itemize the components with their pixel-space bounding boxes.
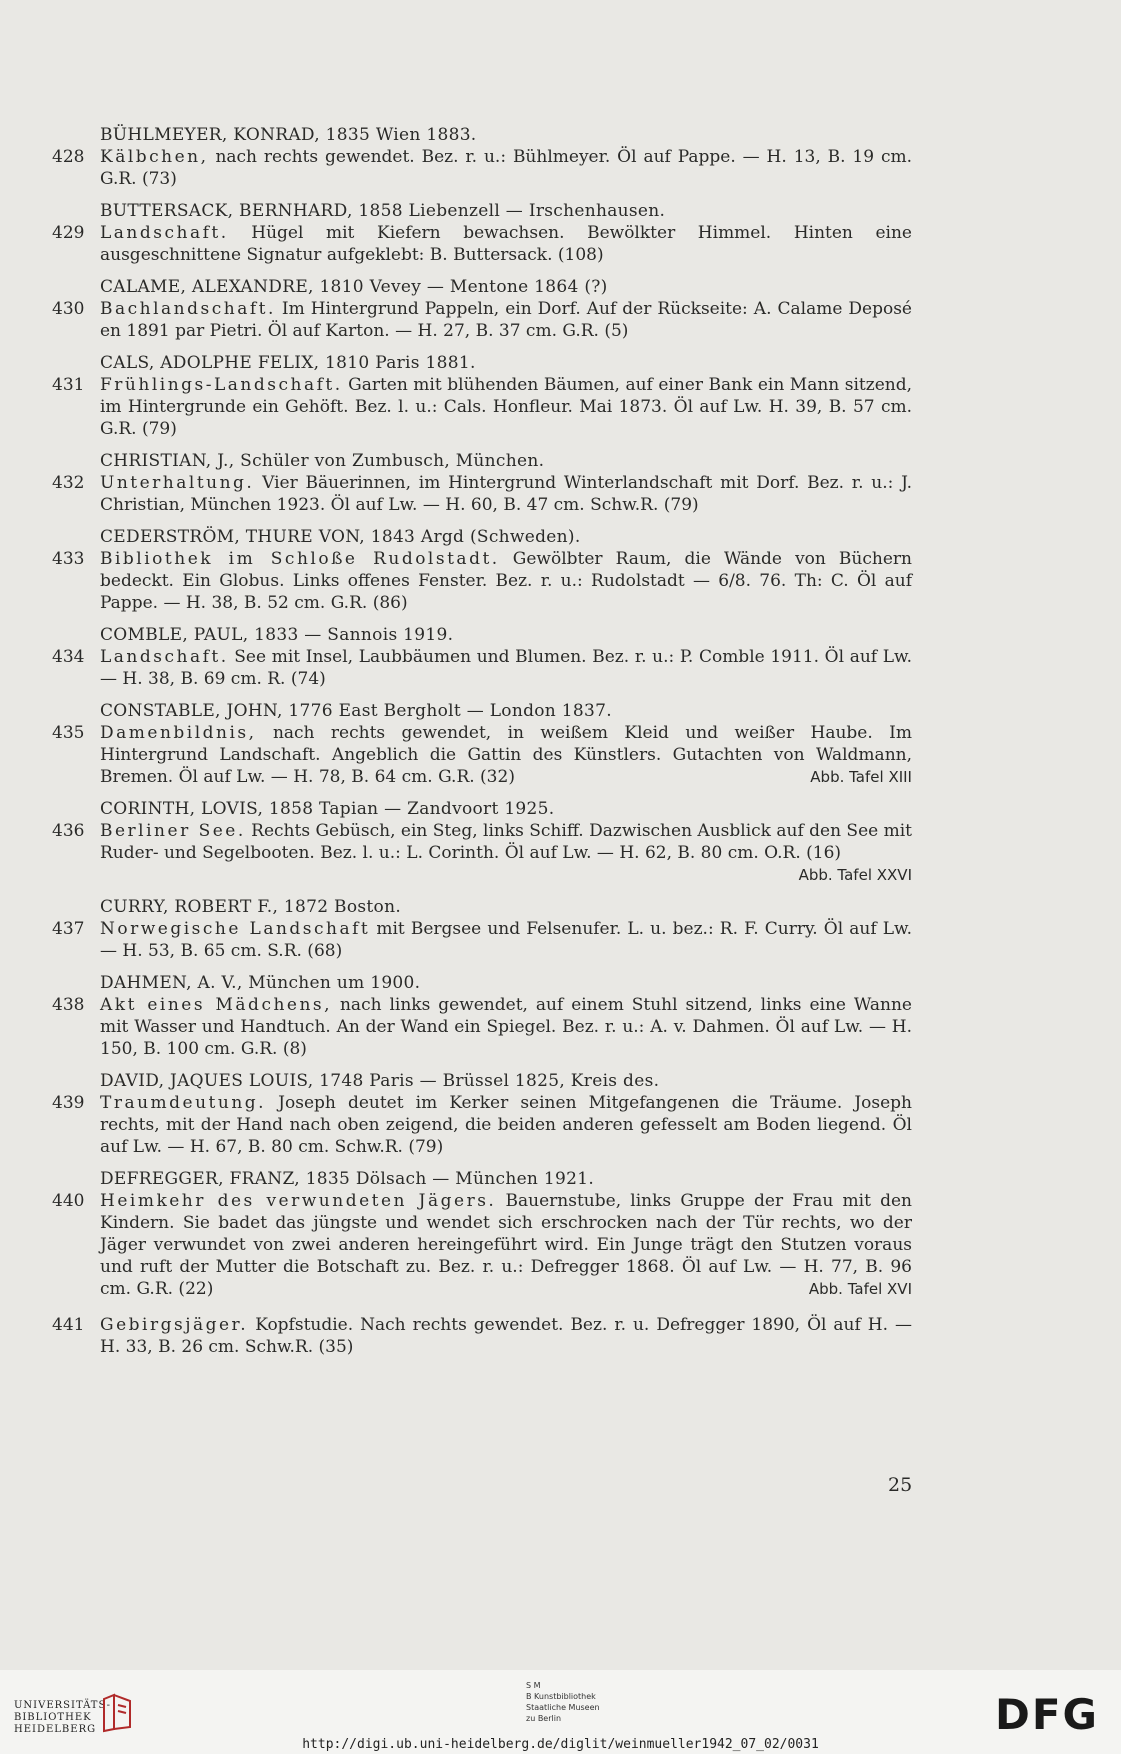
smb-line-2: B Kunstbibliothek bbox=[526, 1692, 596, 1701]
lot-description bbox=[100, 548, 912, 614]
dfg-logo: DFG bbox=[995, 1690, 1100, 1739]
catalog-entry bbox=[52, 124, 912, 190]
lot-title: Berliner See. bbox=[100, 821, 246, 841]
lot-title: Traumdeutung. bbox=[100, 1093, 267, 1113]
catalog-entry bbox=[52, 700, 912, 788]
lot-text: nach links gewendet, auf einem Stuhl sitzend, links eine Wanne mit Wasser und Handtuch. An der Wand ein Spiegel. Bez. r. u.: A. v. Dahmen. Öl auf Lw. — H. 150, B. 100 cm. G.R. (8) bbox=[100, 995, 912, 1059]
artist-heading: BÜHLMEYER, KONRAD, 1835 Wien 1883. bbox=[100, 125, 477, 145]
lot-number: 430 bbox=[52, 299, 85, 319]
lot-text: Vier Bäuerinnen, im Hintergrund Winterlandschaft mit Dorf. Bez. r. u.: J. Christian, München 1923. Öl auf Lw. — H. 60, B. 47 cm. Schw.R. (79) bbox=[100, 473, 912, 515]
artist-heading: DEFREGGER, FRANZ, 1835 Dölsach — München 1921. bbox=[100, 1169, 595, 1189]
catalog-entry bbox=[52, 276, 912, 342]
lot-text: Gewölbter Raum, die Wände von Büchern bedeckt. Ein Globus. Links offenes Fenster. Bez. r. u.: Rudolstadt — 6/8. 76. Th: C. Öl auf Pappe. — H. 38, B. 52 cm. G.R. (86) bbox=[100, 549, 912, 613]
catalog-entry bbox=[52, 798, 912, 886]
lot-number: 433 bbox=[52, 549, 85, 569]
lot-text: See mit Insel, Laubbäumen und Blumen. Bez. r. u.: P. Comble 1911. Öl auf Lw. — H. 38, B. 69 cm. R. (74) bbox=[100, 647, 912, 689]
lot-number: 439 bbox=[52, 1093, 85, 1113]
smb-line-1: S M bbox=[526, 1681, 541, 1690]
lot-row bbox=[52, 146, 912, 190]
lot-description bbox=[100, 918, 912, 962]
lot-text: nach rechts gewendet, in weißem Kleid und weißer Haube. Im Hintergrund Landschaft. Angeblich die Gattin des Künstlers. Gutachten von Waldmann, Bremen. Öl auf Lw. — H. 78, B. 64 cm. G.R. (32) bbox=[100, 723, 912, 787]
lot-row bbox=[52, 820, 912, 886]
lot-title: Frühlings-Landschaft. bbox=[100, 375, 343, 395]
lot-text: Bauernstube, links Gruppe der Frau mit den Kindern. Sie badet das jüngste und wendet sich erschrocken nach der Tür rechts, wo der Jäger verwundet von zwei anderen hereingeführt wird. Ein Junge trägt den Stutzen voraus und ruft der Mutter die Botschaft zu. Bez. r. u.: Defregger 1868. Öl auf Lw. — H. 77, B. 96 cm. G.R. (22) bbox=[100, 1191, 912, 1299]
catalog-entry bbox=[52, 450, 912, 516]
lot-description bbox=[100, 1092, 912, 1158]
catalog-entry bbox=[52, 972, 912, 1060]
lot-number: 434 bbox=[52, 647, 85, 667]
lot-description bbox=[100, 646, 912, 690]
plate-reference: Abb. Tafel XXVI bbox=[798, 866, 912, 884]
catalog-entry bbox=[52, 526, 912, 614]
lot-number: 440 bbox=[52, 1191, 85, 1211]
lot-number: 432 bbox=[52, 473, 85, 493]
lot-description bbox=[100, 994, 912, 1060]
lot-row bbox=[52, 1190, 912, 1300]
lot-number: 435 bbox=[52, 723, 85, 743]
artist-heading: CALS, ADOLPHE FELIX, 1810 Paris 1881. bbox=[100, 353, 476, 373]
lot-title: Landschaft. bbox=[100, 223, 229, 243]
lot-row bbox=[52, 1314, 912, 1358]
lot-title: Bachlandschaft. bbox=[100, 299, 276, 319]
lot-title: Kälbchen, bbox=[100, 147, 209, 167]
lot-title: Heimkehr des verwundeten Jägers. bbox=[100, 1191, 497, 1211]
catalog-entry bbox=[52, 896, 912, 962]
artist-heading: CORINTH, LOVIS, 1858 Tapian — Zandvoort 1925. bbox=[100, 799, 555, 819]
lot-description bbox=[100, 374, 912, 440]
lot-text: nach rechts gewendet. Bez. r. u.: Bühlmeyer. Öl auf Pappe. — H. 13, B. 19 cm. G.R. (73) bbox=[100, 147, 912, 189]
lot-title: Norwegische Landschaft bbox=[100, 919, 371, 939]
lot-number: 429 bbox=[52, 223, 85, 243]
catalog-entry bbox=[52, 624, 912, 690]
lot-number: 438 bbox=[52, 995, 85, 1015]
lot-row bbox=[52, 222, 912, 266]
catalog-entries bbox=[52, 124, 912, 1368]
lot-text: mit Bergsee und Felsenufer. L. u. bez.: R. F. Curry. Öl auf Lw. — H. 53, B. 65 cm. S.R. (68) bbox=[100, 919, 912, 961]
university-line-2: BIBLIOTHEK bbox=[14, 1712, 92, 1723]
plate-reference: Abb. Tafel XIII bbox=[810, 768, 912, 786]
university-line-1: UNIVERSITÄTS- bbox=[14, 1700, 112, 1711]
lot-row bbox=[52, 298, 912, 342]
plate-reference: Abb. Tafel XVI bbox=[808, 1280, 912, 1298]
lot-row bbox=[52, 918, 912, 962]
lot-text: Rechts Gebüsch, ein Steg, links Schiff. Dazwischen Ausblick auf den See mit Ruder- und Segelbooten. Bez. l. u.: L. Corinth. Öl auf Lw. — H. 62, B. 80 cm. O.R. (16) bbox=[100, 821, 912, 863]
lot-text: Hügel mit Kiefern bewachsen. Bewölkter Himmel. Hinten eine ausgeschnittene Signatur aufgeklebt: B. Buttersack. (108) bbox=[100, 223, 912, 265]
lot-title: Damenbildnis, bbox=[100, 723, 257, 743]
artist-heading: BUTTERSACK, BERNHARD, 1858 Liebenzell — Irschenhausen. bbox=[100, 201, 666, 221]
university-library-logo-text bbox=[14, 1700, 111, 1736]
source-url-link[interactable]: http://digi.ub.uni-heidelberg.de/diglit/weinmueller1942_07_02/0031 bbox=[302, 1737, 819, 1752]
lot-number: 437 bbox=[52, 919, 85, 939]
lot-title: Unterhaltung. bbox=[100, 473, 255, 493]
lot-description bbox=[100, 1190, 912, 1300]
artist-heading: CALAME, ALEXANDRE, 1810 Vevey — Mentone 1864 (?) bbox=[100, 277, 608, 297]
lot-row bbox=[52, 994, 912, 1060]
lot-number: 441 bbox=[52, 1315, 85, 1335]
lot-description bbox=[100, 722, 912, 788]
lot-title: Landschaft. bbox=[100, 647, 229, 667]
lot-number: 436 bbox=[52, 821, 85, 841]
lot-number: 431 bbox=[52, 375, 85, 395]
lot-description bbox=[100, 472, 912, 516]
artist-heading: CEDERSTRÖM, THURE VON, 1843 Argd (Schweden). bbox=[100, 527, 581, 547]
artist-heading: DAVID, JAQUES LOUIS, 1748 Paris — Brüssel 1825, Kreis des. bbox=[100, 1071, 660, 1091]
catalog-entry bbox=[52, 1070, 912, 1158]
lot-text: Joseph deutet im Kerker seinen Mitgefangenen die Träume. Joseph rechts, mit der Hand nach oben zeigend, die beiden anderen gefesselt am Boden liegend. Öl auf Lw. — H. 67, B. 80 cm. Schw.R. (79) bbox=[100, 1093, 912, 1157]
lot-title: Bibliothek im Schloße Rudolstadt. bbox=[100, 549, 500, 569]
lot-description bbox=[100, 820, 912, 886]
catalog-entry bbox=[52, 200, 912, 266]
lot-row bbox=[52, 1092, 912, 1158]
artist-heading: CURRY, ROBERT F., 1872 Boston. bbox=[100, 897, 402, 917]
lot-row bbox=[52, 472, 912, 516]
heidelberg-library-icon bbox=[100, 1693, 136, 1733]
lot-row bbox=[52, 374, 912, 440]
lot-text: Garten mit blühenden Bäumen, auf einer Bank ein Mann sitzend, im Hintergrunde ein Gehöft. Bez. l. u.: Cals. Honfleur. Mai 1873. Öl auf Lw. H. 39, B. 57 cm. G.R. (79) bbox=[100, 375, 912, 439]
artist-heading: DAHMEN, A. V., München um 1900. bbox=[100, 973, 421, 993]
lot-text: Im Hintergrund Pappeln, ein Dorf. Auf der Rückseite: A. Calame Deposé en 1891 par Pietri. Öl auf Karton. — H. 27, B. 37 cm. G.R. (5) bbox=[100, 299, 912, 341]
lot-description bbox=[100, 298, 912, 342]
lot-description bbox=[100, 146, 912, 190]
artist-heading: CONSTABLE, JOHN, 1776 East Bergholt — London 1837. bbox=[100, 701, 612, 721]
lot-description bbox=[100, 1314, 912, 1358]
university-line-3: HEIDELBERG bbox=[14, 1724, 97, 1735]
lot-title: Gebirgsjäger. bbox=[100, 1315, 249, 1335]
lot-number: 428 bbox=[52, 147, 85, 167]
lot-row bbox=[52, 548, 912, 614]
lot-row bbox=[52, 646, 912, 690]
catalog-entry bbox=[52, 352, 912, 440]
artist-heading: CHRISTIAN, J., Schüler von Zumbusch, München. bbox=[100, 451, 545, 471]
lot-title: Akt eines Mädchens, bbox=[100, 995, 333, 1015]
lot-description bbox=[100, 222, 912, 266]
smb-kunstbibliothek-logo bbox=[526, 1680, 600, 1724]
lot-row bbox=[52, 722, 912, 788]
smb-line-3: Staatliche Museen bbox=[526, 1703, 600, 1712]
artist-heading: COMBLE, PAUL, 1833 — Sannois 1919. bbox=[100, 625, 454, 645]
page-number: 25 bbox=[888, 1474, 913, 1496]
lot-text: Kopfstudie. Nach rechts gewendet. Bez. r. u. Defregger 1890, Öl auf H. — H. 33, B. 26 cm. Schw.R. (35) bbox=[100, 1315, 912, 1357]
catalog-entry bbox=[52, 1314, 912, 1358]
smb-line-4: zu Berlin bbox=[526, 1714, 562, 1723]
catalog-entry bbox=[52, 1168, 912, 1300]
